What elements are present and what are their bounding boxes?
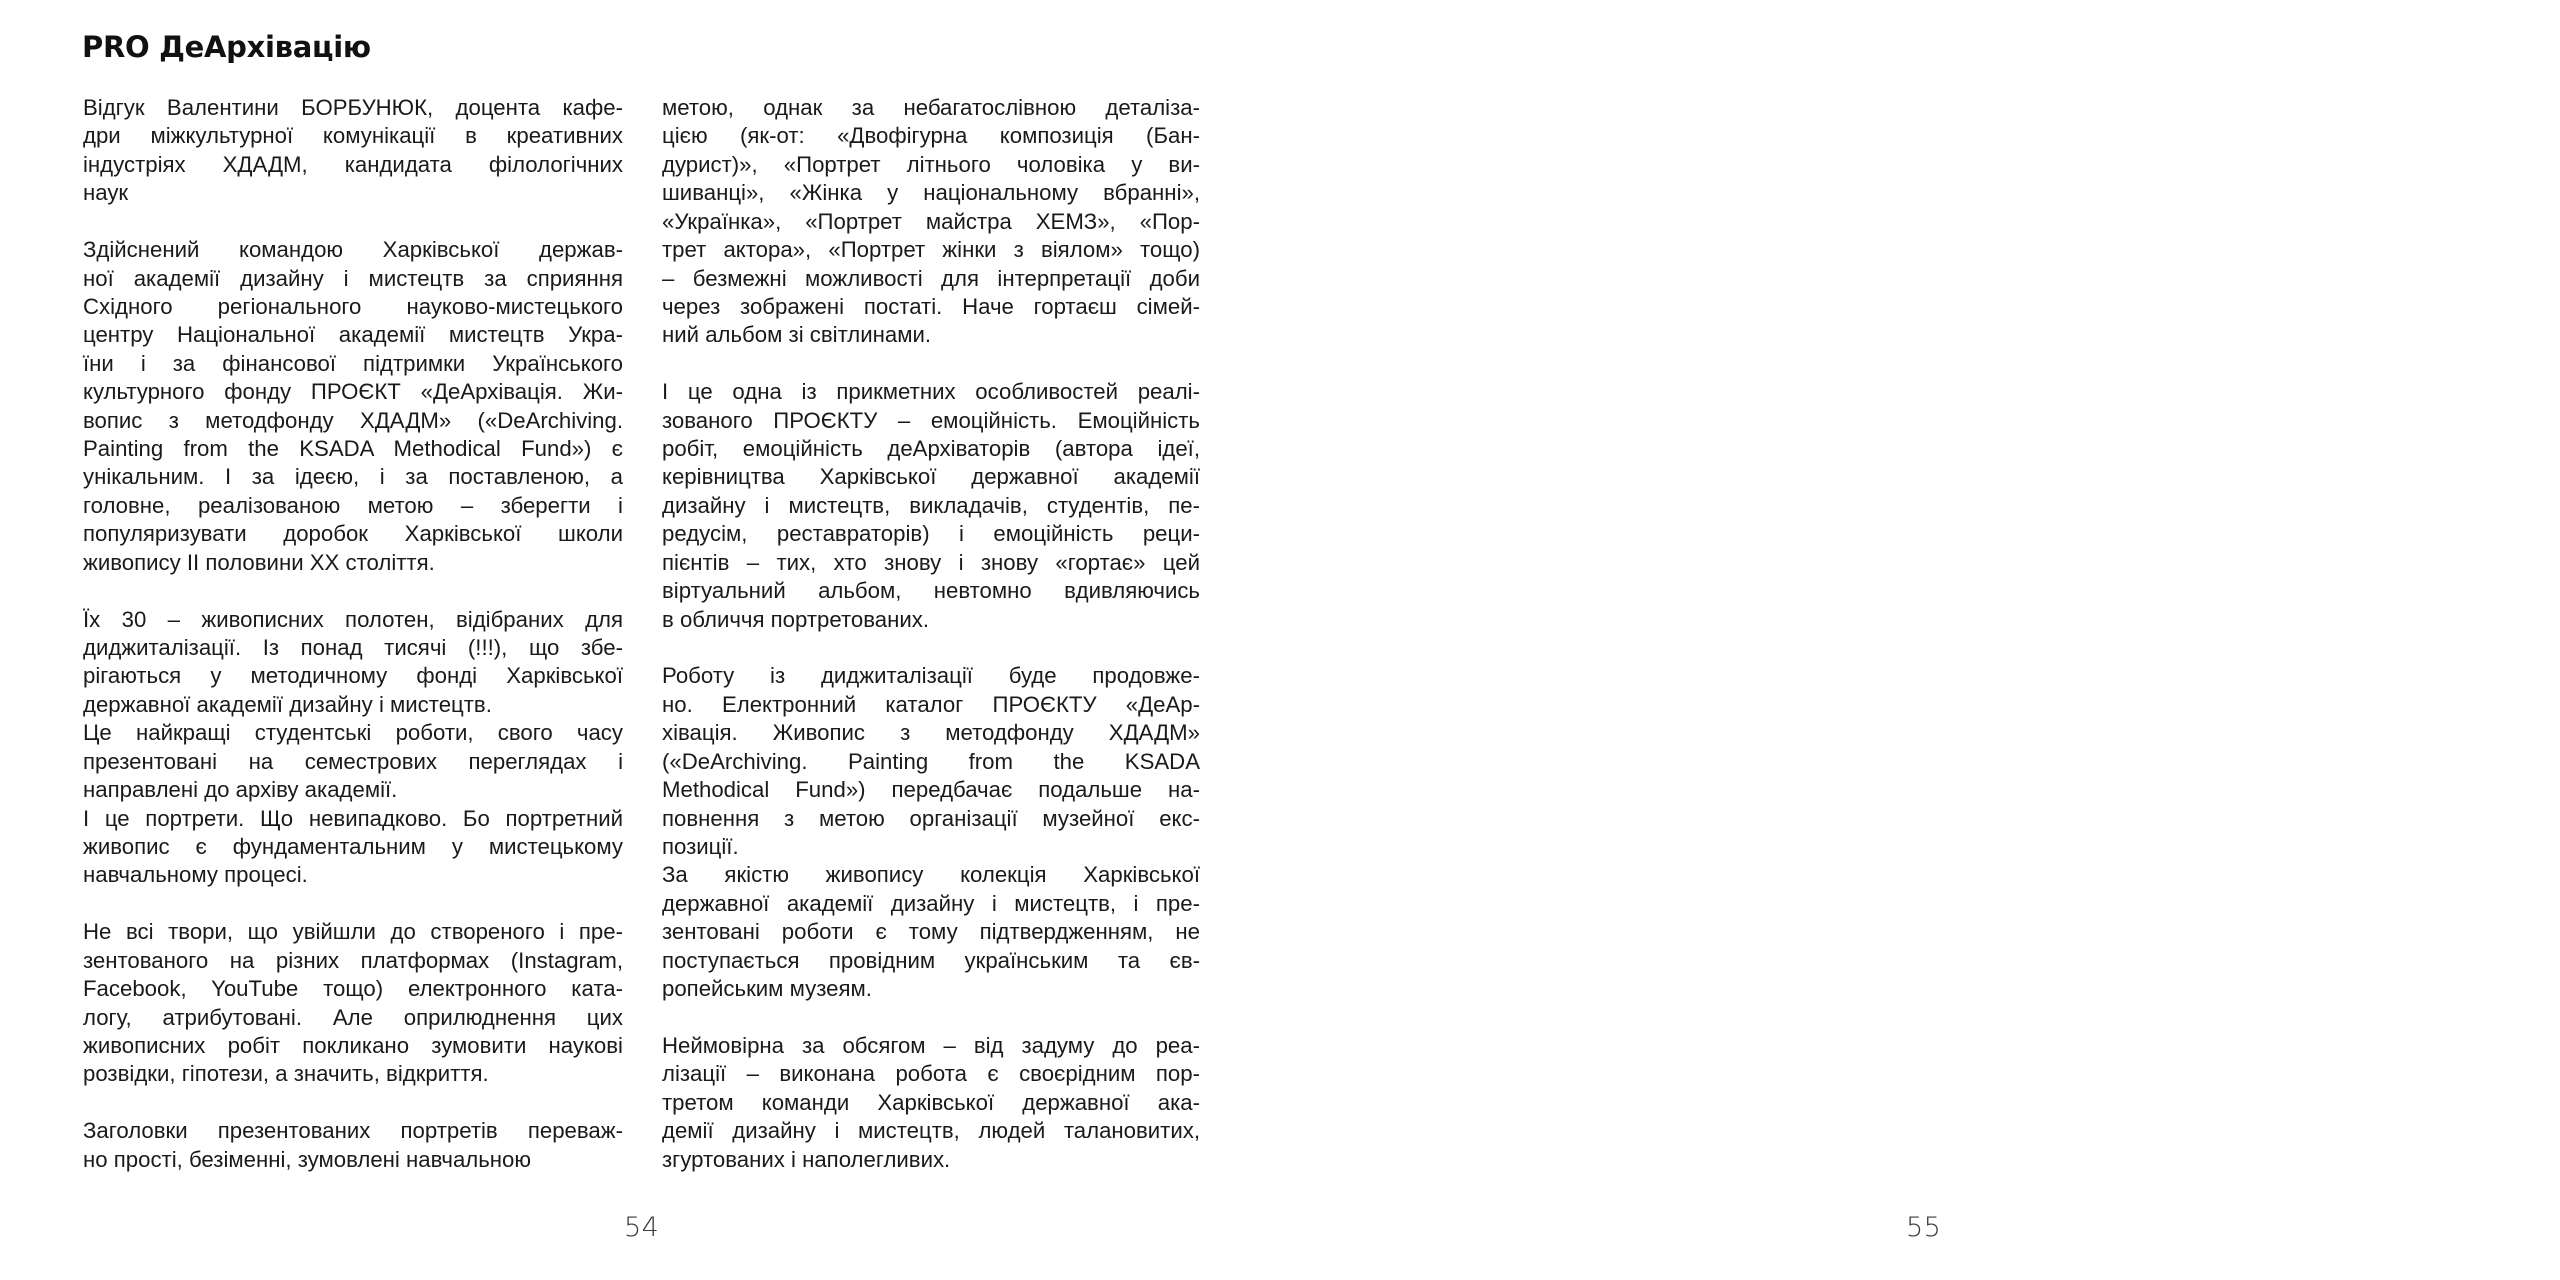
text-line: І це портрети. Що невипадково. Бо портретний: [83, 805, 623, 831]
text-line: За якістю живопису колекція Харківської: [662, 862, 1200, 888]
paragraph: [83, 1117, 623, 1174]
paragraph: [662, 662, 1200, 1003]
text-line: трет актора», «Портрет жінки з віялом» тощо): [662, 237, 1200, 263]
text-line: но. Електронний каталог ПРОЄКТУ «ДеАр-: [662, 691, 1200, 717]
text-column-left: [83, 94, 623, 1174]
text-line: Painting from the KSADA Methodical Fund») є: [83, 436, 623, 462]
text-line: Methodical Fund») передбачає подальше на-: [662, 777, 1200, 803]
text-line: дурист)», «Портрет літнього чоловіка у ви-: [662, 151, 1200, 177]
text-line: Заголовки презентованих портретів переваж-: [83, 1118, 623, 1144]
text-line: поступається провідним українським та єв-: [662, 947, 1200, 973]
text-line: їни і за фінансової підтримки Українського: [83, 350, 623, 376]
text-line: зентовані роботи є тому підтвердженням, не: [662, 919, 1200, 945]
text-line: живопис є фундаментальним у мистецькому: [83, 833, 623, 859]
paragraph: [662, 94, 1200, 350]
text-line: логу, атрибутовані. Але оприлюднення цих: [83, 1004, 623, 1030]
text-line: хівація. Живопис з методфонду ХДАДМ»: [662, 720, 1200, 746]
text-line: вопис з методфонду ХДАДМ» («DeArchiving.: [83, 407, 623, 433]
text-line: головне, реалізованою метою – зберегти і: [83, 492, 623, 518]
paragraph: [83, 236, 623, 577]
text-line: Не всі твори, що увійшли до створеного і пре-: [83, 919, 623, 945]
text-line: редусім, реставраторів) і емоційність реци-: [662, 521, 1200, 547]
text-line: метою, однак за небагатослівною деталіза-: [662, 95, 1200, 120]
text-line: розвідки, гіпотези, а значить, відкриття.: [83, 1061, 489, 1087]
text-line: но прості, безіменні, зумовлені навчальною: [83, 1146, 532, 1172]
text-column-right: [662, 94, 1200, 1174]
text-line: лізації – виконана робота є своєрідним пор-: [662, 1061, 1200, 1087]
text-line: зованого ПРОЄКТУ – емоційність. Емоційність: [662, 407, 1200, 433]
text-line: центру Національної академії мистецтв Укра-: [83, 322, 623, 348]
text-line: Це найкращі студентські роботи, свого часу: [83, 720, 623, 746]
text-line: живописних робіт покликано зумовити наукові: [83, 1032, 623, 1058]
text-line: Facebook, YouTube тощо) електронного ката-: [83, 976, 623, 1002]
text-line: згуртованих і наполегливих.: [662, 1146, 951, 1172]
text-line: І це одна із прикметних особливостей реалі-: [662, 379, 1200, 405]
text-line: ної академії дизайну і мистецтв за сприяння: [83, 265, 623, 291]
text-line: культурного фонду ПРОЄКТ «ДеАрхівація. Жи-: [83, 379, 623, 405]
text-line: цією (як-от: «Двофігурна композиція (Бан-: [662, 123, 1200, 149]
text-line: ний альбом зі світлинами.: [662, 322, 932, 348]
text-line: диджиталізації. Із понад тисячі (!!!), що збе-: [83, 635, 623, 661]
text-line: державної академії дизайну і мистецтв.: [83, 691, 492, 717]
paragraph: [83, 94, 623, 208]
text-line: «Українка», «Портрет майстра ХЕМЗ», «Пор-: [662, 208, 1200, 234]
text-line: унікальним. І за ідеєю, і за поставленою, а: [83, 464, 623, 490]
text-line: віртуальний альбом, невтомно вдивляючись: [662, 578, 1200, 604]
text-line: рігаються у методичному фонді Харківської: [83, 663, 623, 689]
text-line: Роботу із диджиталізації буде продовже-: [662, 663, 1200, 689]
page-number-right: 55: [1906, 1212, 1942, 1243]
text-line: направлені до архіву академії.: [83, 777, 398, 803]
paragraph: [83, 606, 623, 890]
text-line: живопису ІІ половини ХХ століття.: [83, 549, 435, 575]
text-line: керівництва Харківської державної академії: [662, 464, 1200, 490]
text-line: презентовані на семестрових переглядах і: [83, 748, 623, 774]
text-line: наук: [83, 180, 129, 206]
text-line: Східного регіонального науково-мистецького: [83, 293, 623, 319]
text-line: зентованого на різних платформах (Instagram,: [83, 947, 623, 973]
text-line: третом команди Харківської державної ака-: [662, 1089, 1200, 1115]
page-right: [1280, 0, 2560, 1280]
text-line: дизайну і мистецтв, викладачів, студентів, пе-: [662, 492, 1200, 518]
text-line: Неймовірна за обсягом – від задуму до реа-: [662, 1032, 1200, 1058]
text-line: повнення з метою організації музейної екс-: [662, 805, 1200, 831]
paragraph: [662, 1032, 1200, 1174]
text-line: навчальному процесі.: [83, 862, 308, 888]
page-title: PRO ДеАрхівацію: [82, 30, 371, 64]
text-line: («DeArchiving. Painting from the KSADA: [662, 748, 1200, 774]
page-number-left: 54: [624, 1212, 660, 1243]
text-line: індустріях ХДАДМ, кандидата філологічних: [83, 151, 623, 177]
text-line: популяризувати доробок Харківської школи: [83, 521, 623, 547]
text-line: робіт, емоційність деАрхіваторів (автора ідеї,: [662, 436, 1200, 462]
text-line: в обличчя портретованих.: [662, 606, 929, 632]
text-line: шиванці», «Жінка у національному вбранні»,: [662, 180, 1200, 206]
paragraph: [662, 378, 1200, 634]
text-line: Здійснений командою Харківської держав-: [83, 237, 623, 263]
text-line: демії дизайну і мистецтв, людей талановитих,: [662, 1118, 1200, 1144]
paragraph: [83, 918, 623, 1089]
text-line: Їх 30 – живописних полотен, відібраних для: [83, 606, 623, 632]
text-line: Відгук Валентини БОРБУНЮК, доцента кафе-: [83, 95, 623, 120]
text-line: ропейським музеям.: [662, 976, 872, 1002]
text-line: – безмежні можливості для інтерпретації доби: [662, 265, 1200, 291]
text-line: позиції.: [662, 833, 739, 859]
text-line: дри міжкультурної комунікації в креативних: [83, 123, 623, 149]
text-line: пієнтів – тих, хто знову і знову «гортає» цей: [662, 549, 1200, 575]
text-line: державної академії дизайну і мистецтв, і пре-: [662, 890, 1200, 916]
text-line: через зображені постаті. Наче гортаєш сімей-: [662, 293, 1200, 319]
